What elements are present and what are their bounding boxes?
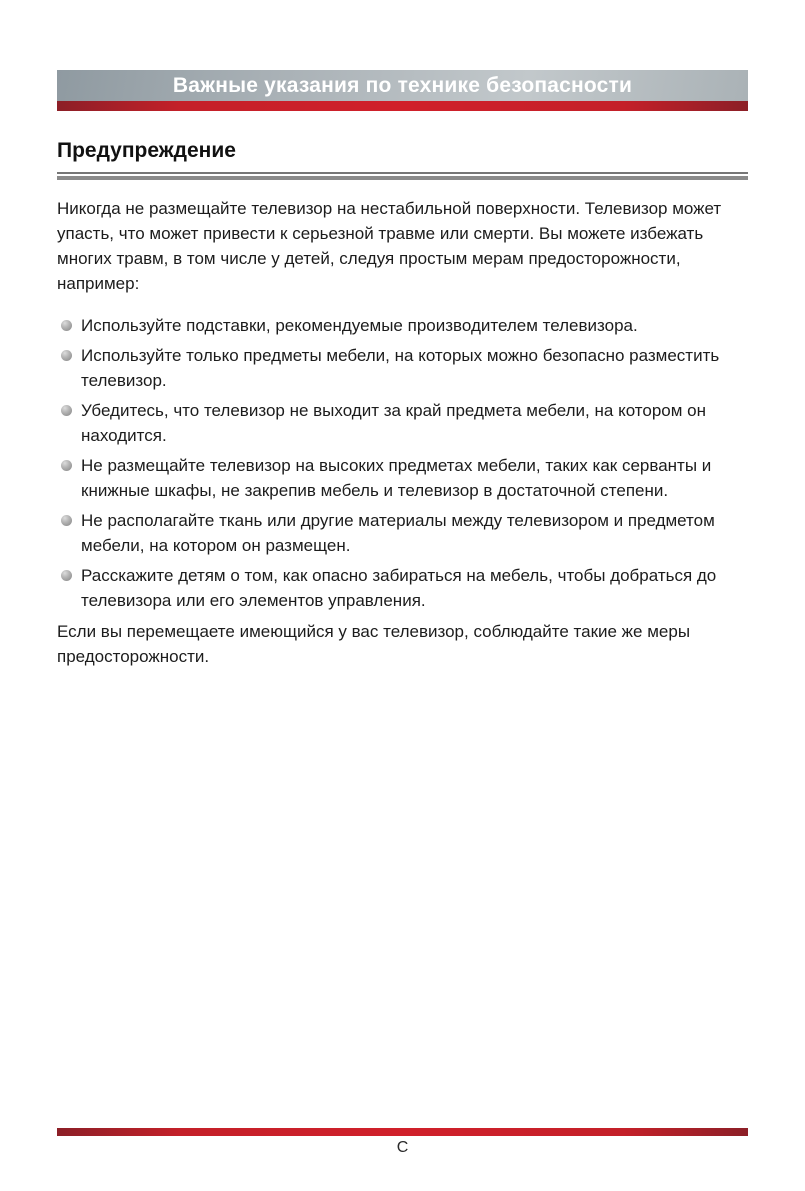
intro-paragraph: Никогда не размещайте телевизор на нестабильной поверхности. Телевизор может упасть, что может привести к серьезной травме или смерти. Вы можете избежать многих травм, в том числе у детей, следуя простым мерам предосторожности, например: — [57, 199, 722, 293]
page-marker: C — [396, 1139, 409, 1156]
section-title-rule — [57, 172, 748, 180]
bullet-icon — [61, 405, 72, 416]
bullet-icon — [61, 350, 72, 361]
list-item — [57, 398, 748, 448]
bullet-icon — [61, 320, 72, 331]
list-item-text: Не располагайте ткань или другие материалы между телевизором и предметом мебели, на котором он размещен. — [81, 511, 715, 555]
bullet-icon — [61, 460, 72, 471]
list-item-text: Расскажите детям о том, как опасно забираться на мебель, чтобы добраться до телевизора или его элементов управления. — [81, 566, 717, 610]
list-item-text: Используйте подставки, рекомендуемые производителем телевизора. — [81, 316, 638, 335]
header-banner — [57, 70, 748, 101]
list-item-text: Не размещайте телевизор на высоких предметах мебели, таких как серванты и книжные шкафы, не закрепив мебель и телевизор в достаточной степени. — [81, 456, 712, 500]
closing-paragraph: Если вы перемещаете имеющийся у вас телевизор, соблюдайте такие же меры предосторожности. — [57, 622, 691, 666]
footer-red-rule — [57, 1128, 748, 1136]
list-item — [57, 343, 748, 393]
list-item-text: Убедитесь, что телевизор не выходит за край предмета мебели, на котором он находится. — [81, 401, 706, 445]
list-item — [57, 508, 748, 558]
header-banner-title: Важные указания по технике безопасности — [172, 73, 633, 97]
bullet-icon — [61, 570, 72, 581]
list-item — [57, 313, 748, 338]
list-item — [57, 453, 748, 503]
safety-precautions-list — [57, 313, 748, 613]
list-item-text: Используйте только предметы мебели, на которых можно безопасно разместить телевизор. — [81, 346, 720, 390]
page-content — [57, 0, 748, 686]
bullet-icon — [61, 515, 72, 526]
list-item — [57, 563, 748, 613]
header-red-stripe — [57, 101, 748, 111]
section-title: Предупреждение — [57, 139, 236, 162]
